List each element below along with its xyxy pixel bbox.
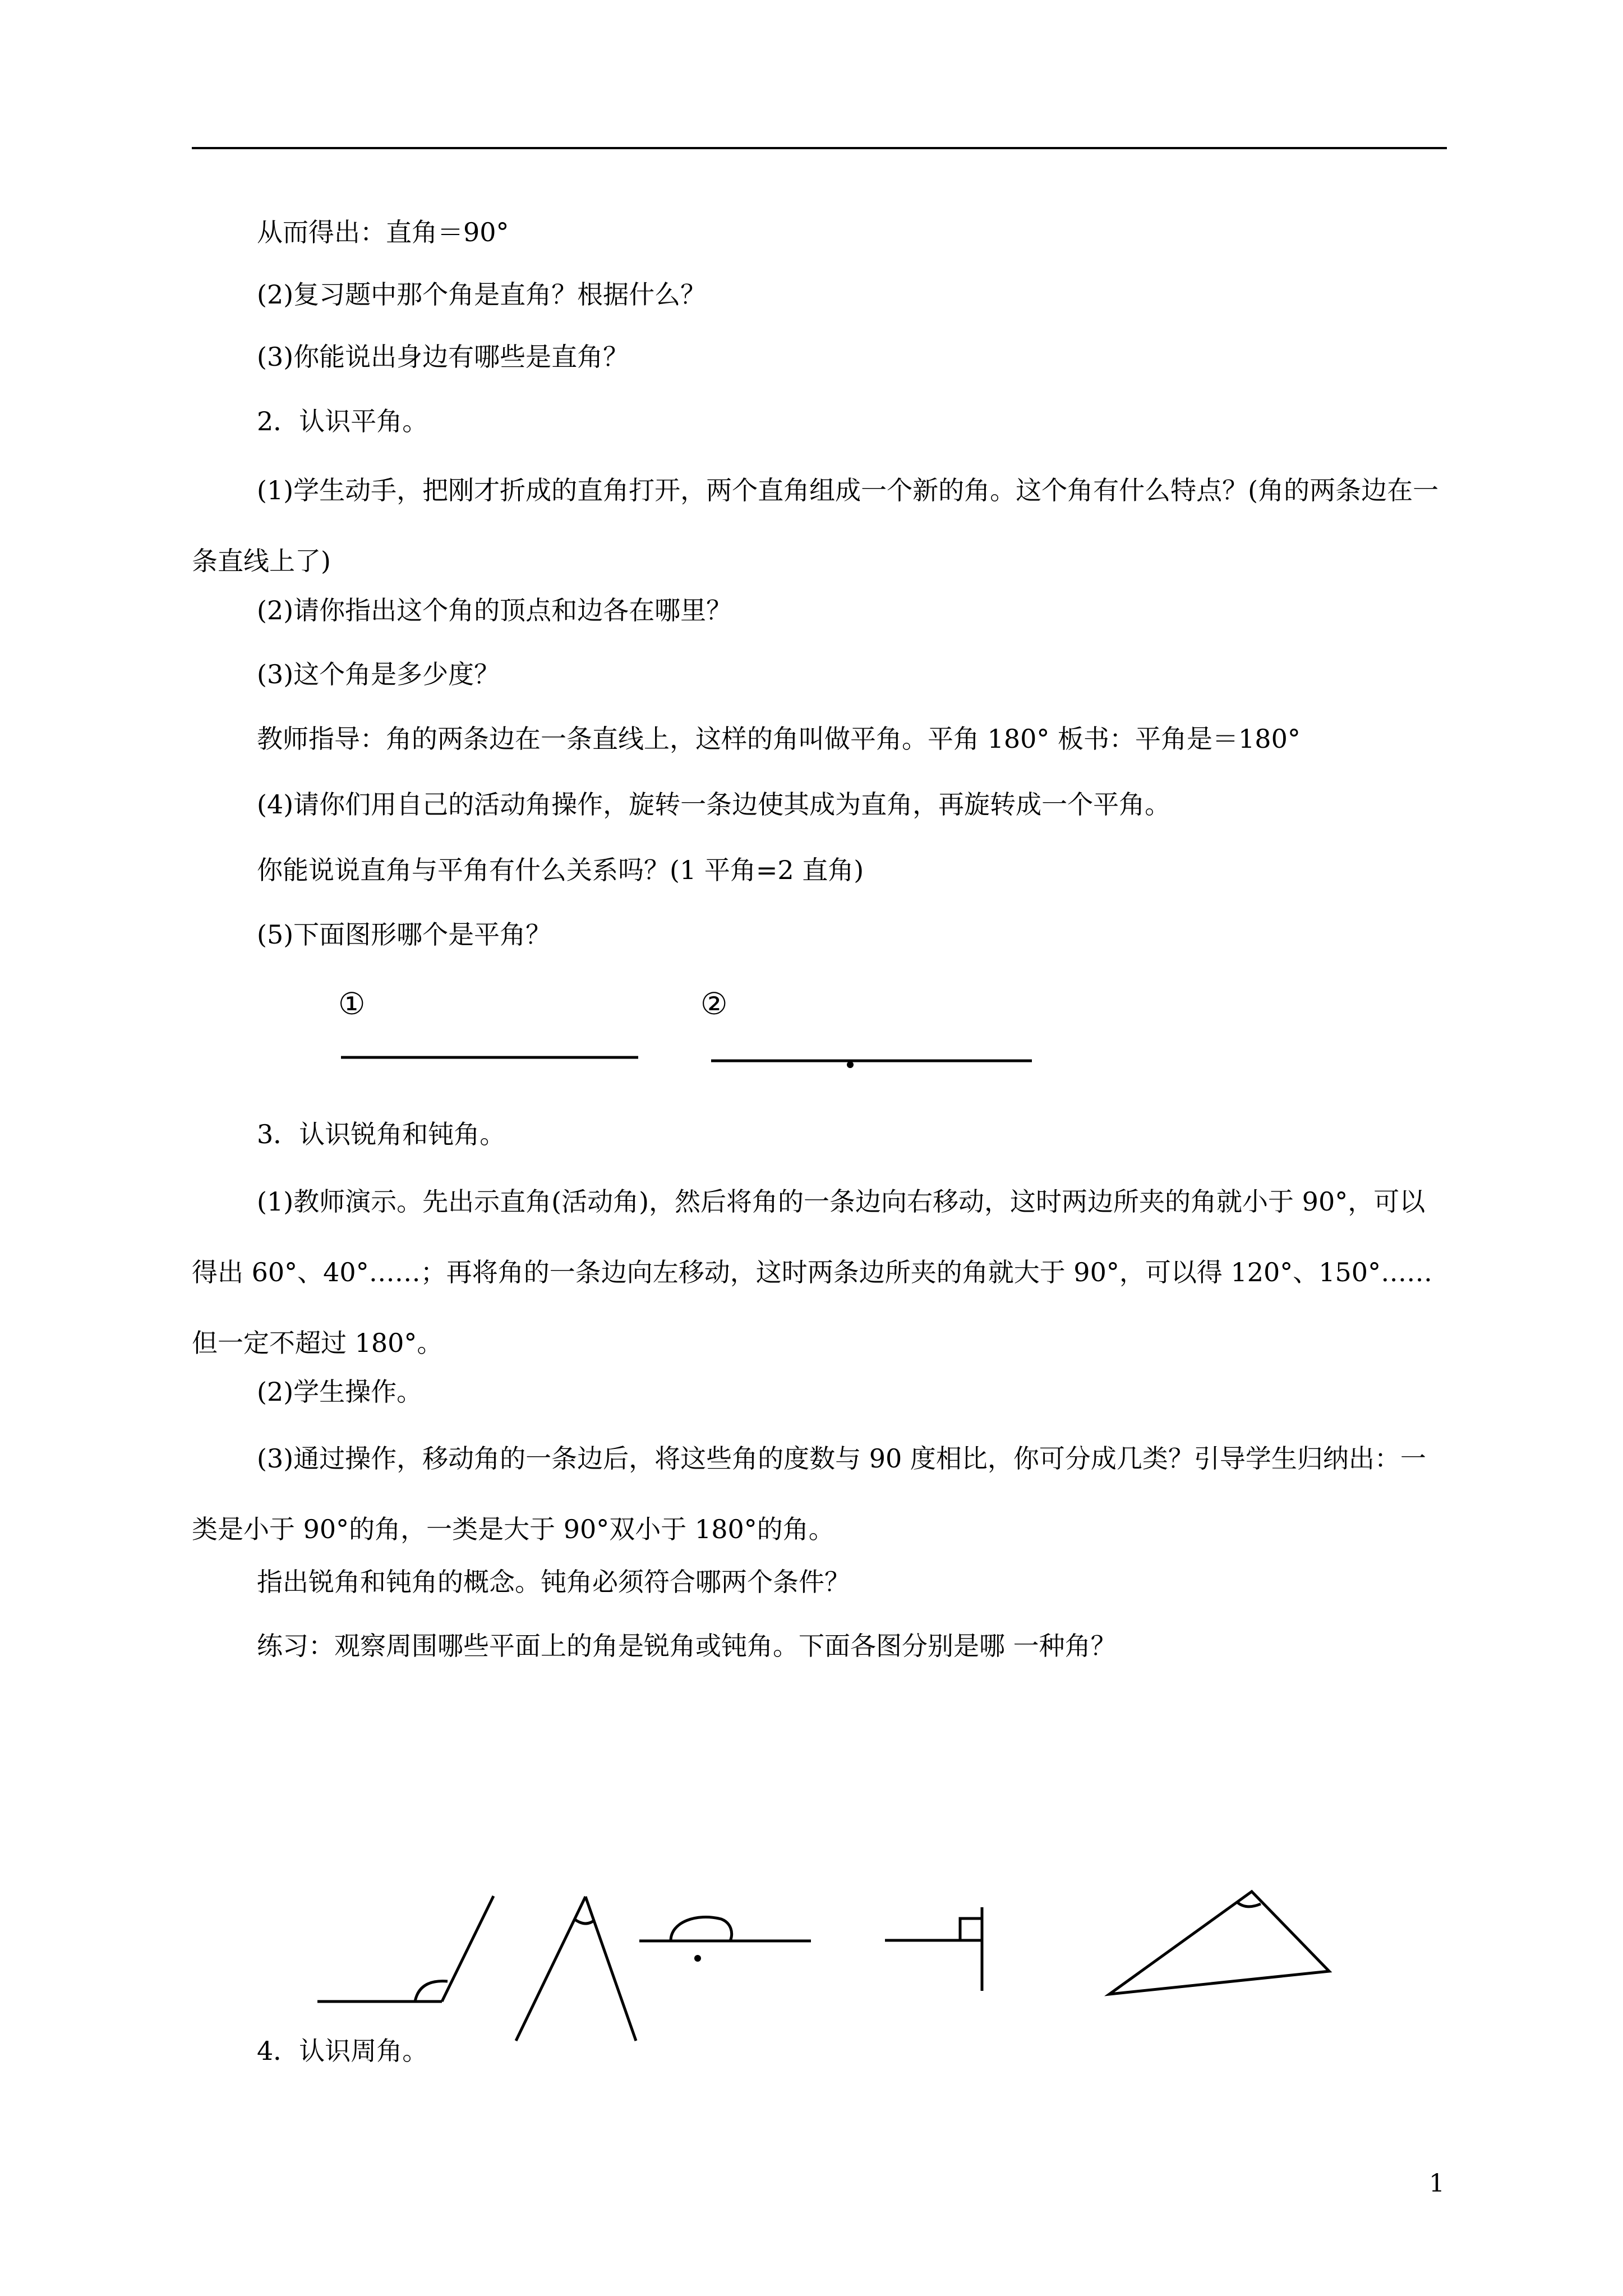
text-line: 教师指导：角的两条边在一条直线上，这样的角叫做平角。平角 180° 板书：平角是＝180°	[257, 724, 1301, 754]
obtuse-angle-figure	[317, 1896, 494, 2001]
acute-angle-figure	[516, 1897, 636, 2041]
text-paragraph: (1)学生动手，把刚才折成的直角打开，两个直角组成一个新的角。这个角有什么特点？(角的两条边在一条直线上了)	[192, 475, 1439, 576]
text-line: 练习：观察周围哪些平面上的角是锐角或钝角。下面各图分别是哪 一种角？	[257, 1631, 1117, 1661]
page-number: 1	[1429, 2169, 1445, 2198]
figure-label-2: ②	[700, 986, 728, 1022]
text-line: (3)你能说出身边有哪些是直角？	[257, 342, 629, 372]
text-paragraph: (3)通过操作，移动角的一条边后，将这些角的度数与 90 度相比，你可分成几类？引导学生归纳出：一类是小于 90°的角，一类是大于 90°双小于 180°的角。	[192, 1443, 1426, 1544]
straight-angle-figure-3	[639, 1917, 811, 1962]
text-line: 2．认识平角。	[257, 406, 428, 436]
text-line: 指出锐角和钝角的概念。钝角必须符合哪两个条件？	[257, 1567, 850, 1597]
text-line: 你能说说直角与平角有什么关系吗？(1 平角=2 直角)	[257, 855, 864, 885]
right-angle-figure	[885, 1907, 982, 1991]
text-line: (5)下面图形哪个是平角？	[257, 919, 552, 950]
text-line: 4．认识周角。	[257, 2036, 428, 2066]
text-line: 3．认识锐角和钝角。	[257, 1119, 506, 1149]
text-line: (3)这个角是多少度？	[257, 659, 500, 689]
figure-label-1: ①	[338, 986, 366, 1022]
text-line: (4)请你们用自己的活动角操作，旋转一条边使其成为直角，再旋转成一个平角。	[257, 789, 1171, 820]
text-line: 从而得出：直角＝90°	[257, 217, 509, 247]
text-paragraph: (1)教师演示。先出示直角(活动角)，然后将角的一条边向右移动，这时两边所夹的角就小于 90°，可以得出 60°、40°……；再将角的一条边向左移动，这时两条边所夹的角就大于 90°，可以得 120°、150°……但一定不超过 180°。	[192, 1186, 1433, 1358]
straight-angle-figure-2	[711, 1061, 1032, 1068]
triangle-figure	[1109, 1892, 1329, 1994]
text-line: (2)复习题中那个角是直角？根据什么？	[257, 279, 707, 310]
text-line: (2)请你指出这个角的顶点和边各在哪里？	[257, 595, 732, 625]
text-line: (2)学生操作。	[257, 1377, 423, 1407]
